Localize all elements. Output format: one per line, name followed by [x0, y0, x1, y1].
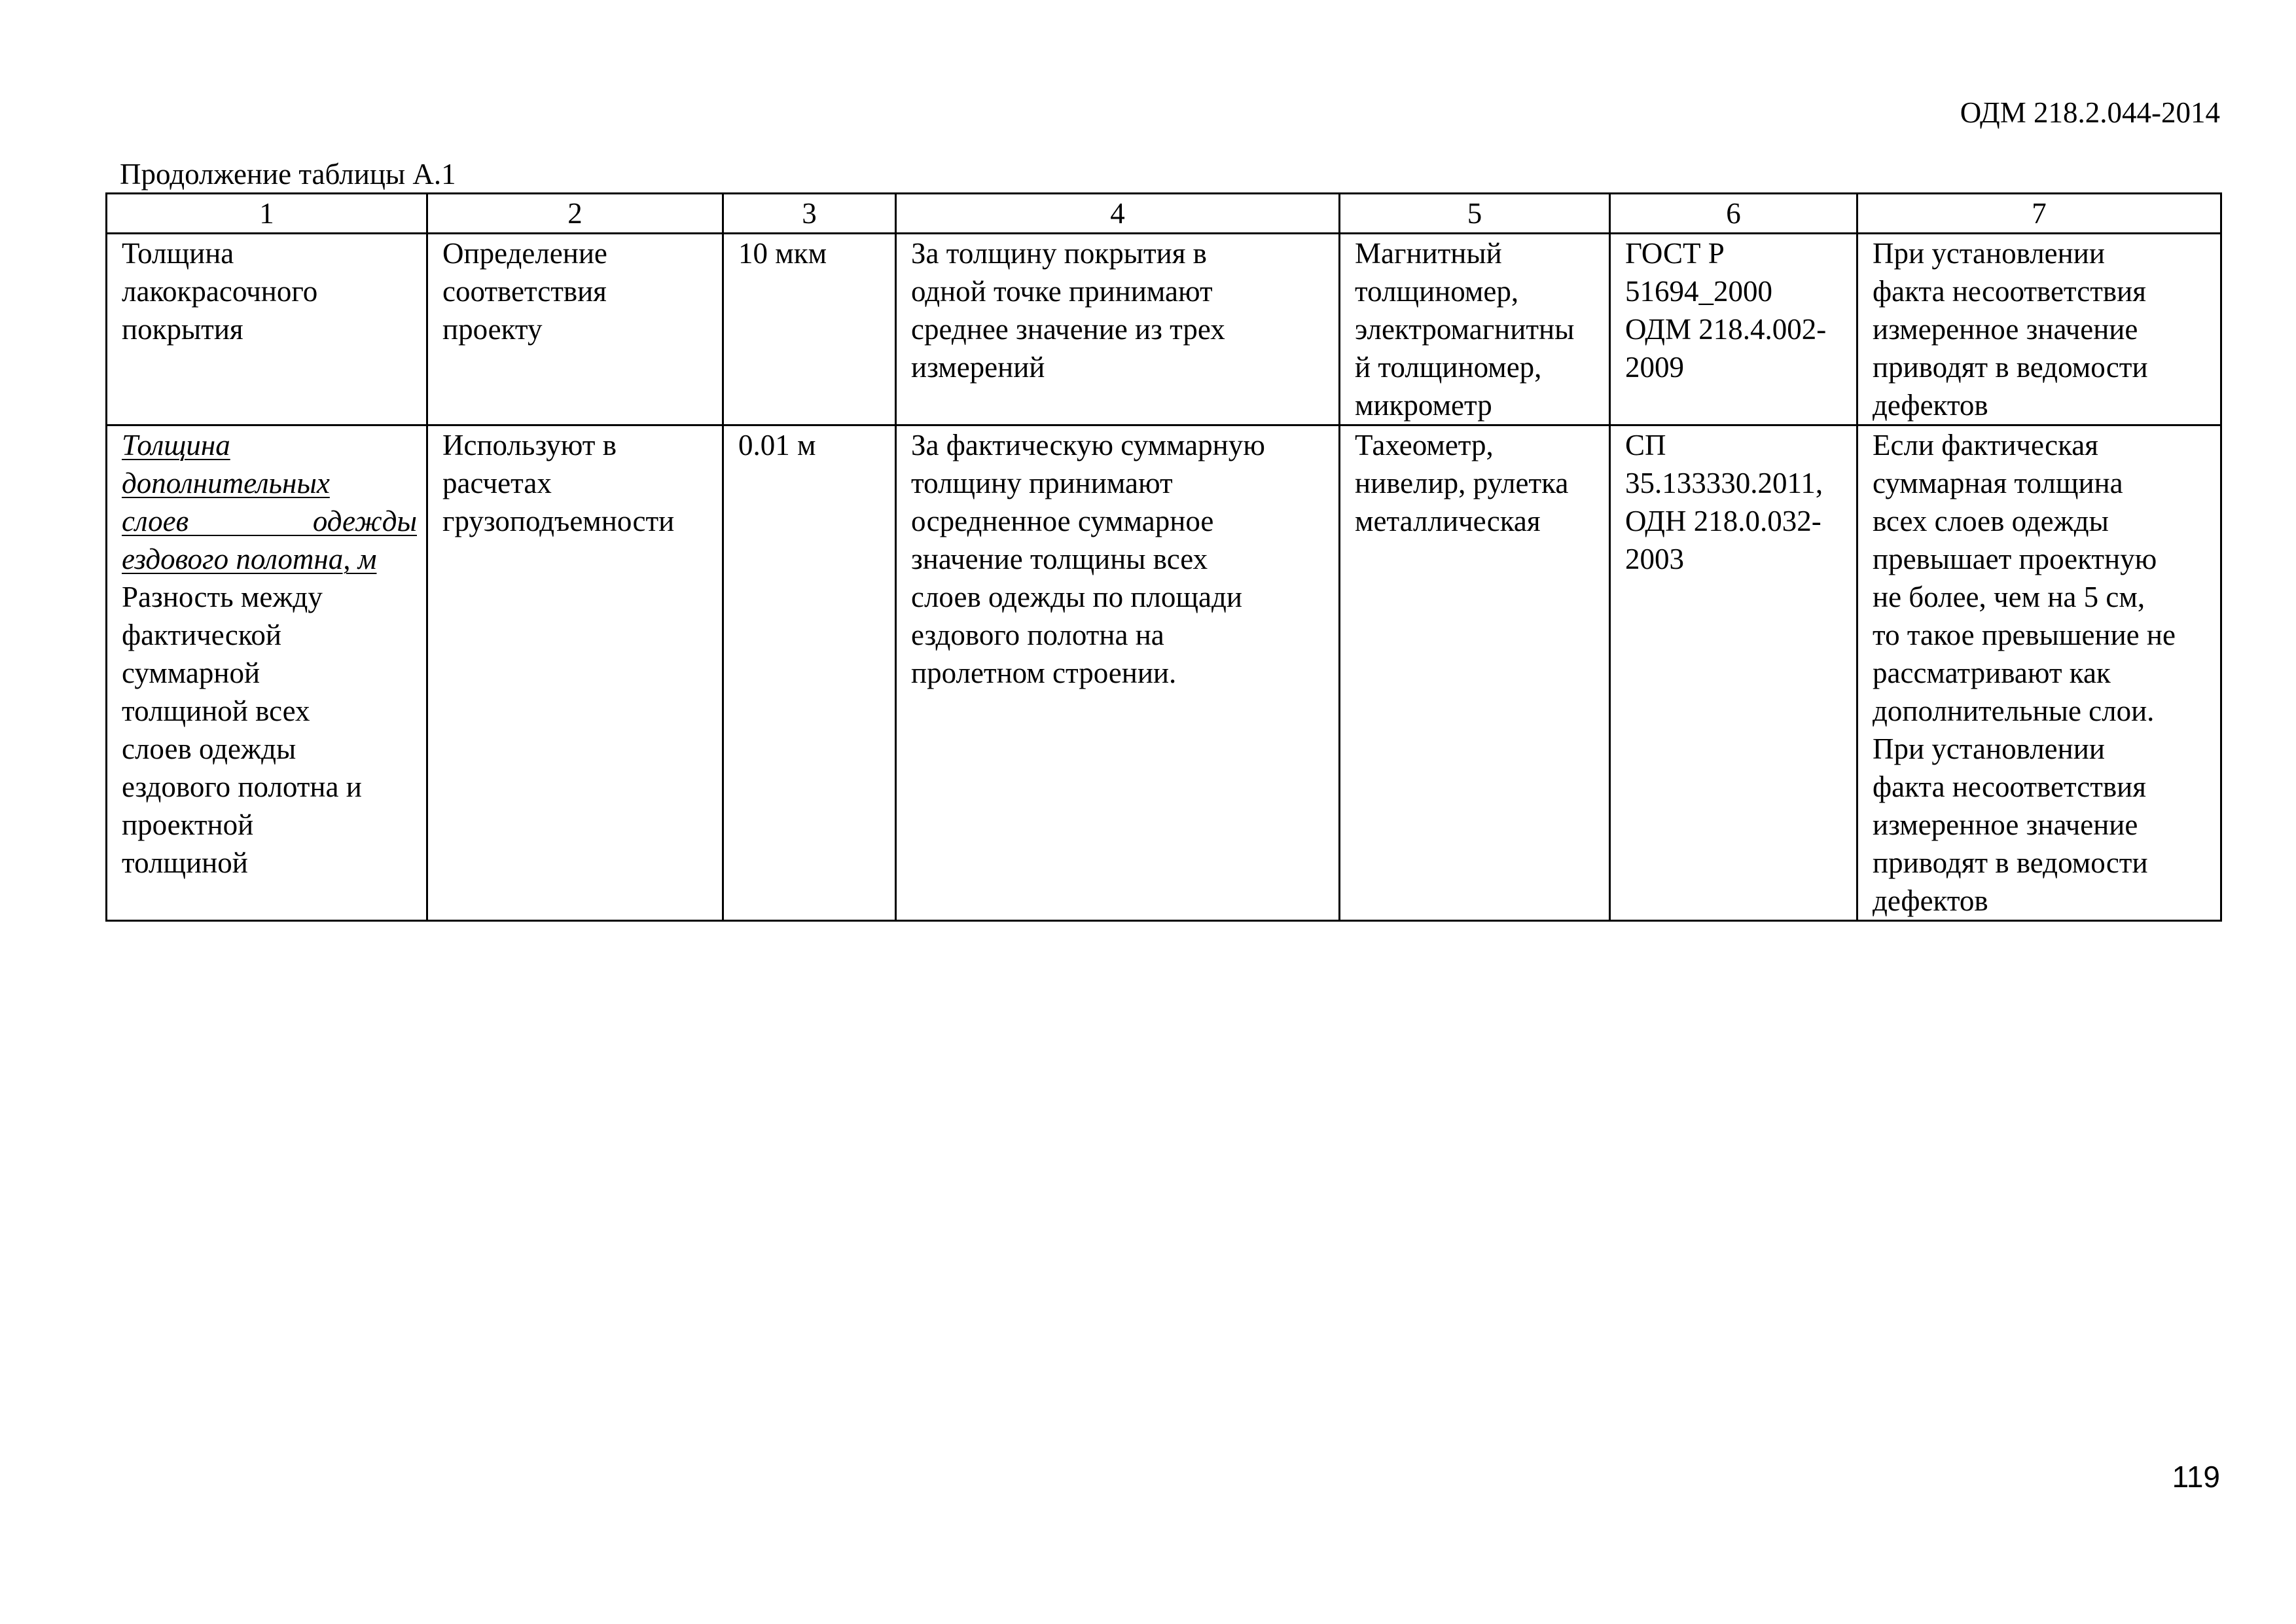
cell-line: пролетном строении.: [911, 657, 1177, 689]
cell-line: суммарная толщина: [1873, 467, 2123, 499]
cell-line: толщиномер,: [1355, 275, 1519, 308]
cell-line: не более, чем на 5 см,: [1873, 581, 2145, 613]
cell-line: факта несоответствия: [1873, 770, 2146, 803]
cell-line: факта несоответствия: [1873, 275, 2146, 308]
cell-line: 51694_2000: [1625, 275, 1772, 308]
column-header: 3: [723, 194, 896, 234]
data-table: [105, 192, 2222, 922]
page-number: 119: [2172, 1460, 2220, 1494]
cell-line: Толщина: [122, 237, 234, 270]
table-cell-method: [896, 425, 1340, 921]
cell-line: металлическая: [1355, 505, 1541, 537]
table-cell-instrument: [1340, 234, 1610, 425]
cell-line: дефектов: [1873, 884, 1988, 917]
cell-line: 2009: [1625, 351, 1684, 384]
table-cell-purpose: [427, 425, 723, 921]
cell-line: измеренное значение: [1873, 313, 2138, 346]
table-cell-parameter: [107, 234, 427, 425]
cell-line: соответствия: [442, 275, 607, 308]
cell-line: Если фактическая: [1873, 429, 2098, 461]
cell-line: нивелир, рулетка: [1355, 467, 1569, 499]
cell-line: одной точке принимают: [911, 275, 1213, 308]
table-cell-note: [1857, 425, 2221, 921]
cell-line: лакокрасочного: [122, 275, 318, 308]
column-header: 1: [107, 194, 427, 234]
table-cell-standard: [1610, 234, 1857, 425]
parameter-title-line: ездового полотна, м: [122, 543, 377, 575]
cell-line: превышает проектную: [1873, 543, 2157, 575]
parameter-title-line: дополнительных: [122, 467, 330, 499]
cell-line: измерений: [911, 351, 1045, 384]
table-header-row: [107, 194, 2221, 234]
cell-line: ГОСТ Р: [1625, 237, 1725, 270]
column-header: 2: [427, 194, 723, 234]
cell-line: расчетах: [442, 467, 552, 499]
cell-line: слоев одежды: [122, 732, 296, 765]
cell-line: электромагнитны: [1355, 313, 1575, 346]
cell-line: 2003: [1625, 543, 1684, 575]
cell-line: За толщину покрытия в: [911, 237, 1207, 270]
cell-line: проектной: [122, 808, 254, 841]
column-header: 5: [1340, 194, 1610, 234]
table-cell-standard: [1610, 425, 1857, 921]
parameter-title-line: слоев одежды: [122, 505, 417, 537]
table-cell-method: [896, 234, 1340, 425]
document-code: ОДМ 218.2.044-2014: [1960, 96, 2220, 129]
cell-line: Тахеометр,: [1355, 429, 1494, 461]
cell-line: грузоподъемности: [442, 505, 675, 537]
table-row: [107, 425, 2221, 921]
table-cell-note: [1857, 234, 2221, 425]
cell-line: За фактическую суммарную: [911, 429, 1265, 461]
cell-line: среднее значение из трех: [911, 313, 1225, 346]
cell-line: 10 мкм: [738, 237, 827, 270]
table-cell-accuracy: [723, 425, 896, 921]
cell-line: СП: [1625, 429, 1666, 461]
cell-line: измеренное значение: [1873, 808, 2138, 841]
cell-line: проекту: [442, 313, 543, 346]
cell-line: й толщиномер,: [1355, 351, 1542, 384]
column-header: 4: [896, 194, 1340, 234]
cell-line: суммарной: [122, 657, 260, 689]
table-cell-accuracy: [723, 234, 896, 425]
cell-line: Используют в: [442, 429, 617, 461]
parameter-title-line: Толщина: [122, 429, 230, 461]
cell-line: покрытия: [122, 313, 243, 346]
cell-line: приводят в ведомости: [1873, 846, 2148, 879]
cell-line: дефектов: [1873, 389, 1988, 422]
cell-line: значение толщины всех: [911, 543, 1208, 575]
cell-line: При установлении: [1873, 237, 2105, 270]
cell-line: рассматривают как: [1873, 657, 2111, 689]
cell-line: ОДМ 218.4.002-: [1625, 313, 1827, 346]
table-caption: Продолжение таблицы А.1: [120, 158, 456, 190]
cell-line: толщину принимают: [911, 467, 1173, 499]
cell-line: 35.133330.2011,: [1625, 467, 1823, 499]
cell-line: фактической: [122, 619, 282, 651]
cell-line: 0.01 м: [738, 429, 816, 461]
cell-line: приводят в ведомости: [1873, 351, 2148, 384]
cell-line: ездового полотна на: [911, 619, 1164, 651]
cell-line: ОДН 218.0.032-: [1625, 505, 1821, 537]
table-cell-instrument: [1340, 425, 1610, 921]
cell-line: Определение: [442, 237, 607, 270]
cell-line: При установлении: [1873, 732, 2105, 765]
cell-line: толщиной: [122, 846, 248, 879]
table-cell-purpose: [427, 234, 723, 425]
cell-line: ездового полотна и: [122, 770, 362, 803]
table-row: [107, 234, 2221, 425]
cell-line: то такое превышение не: [1873, 619, 2176, 651]
cell-line: Магнитный: [1355, 237, 1502, 270]
table-cell-parameter: [107, 425, 427, 921]
cell-line: всех слоев одежды: [1873, 505, 2109, 537]
cell-line: слоев одежды по площади: [911, 581, 1242, 613]
cell-line: толщиной всех: [122, 695, 310, 727]
cell-line: микрометр: [1355, 389, 1492, 422]
column-header: 6: [1610, 194, 1857, 234]
cell-line: дополнительные слои.: [1873, 695, 2155, 727]
cell-line: Разность между: [122, 581, 323, 613]
column-header: 7: [1857, 194, 2221, 234]
cell-line: осредненное суммарное: [911, 505, 1214, 537]
